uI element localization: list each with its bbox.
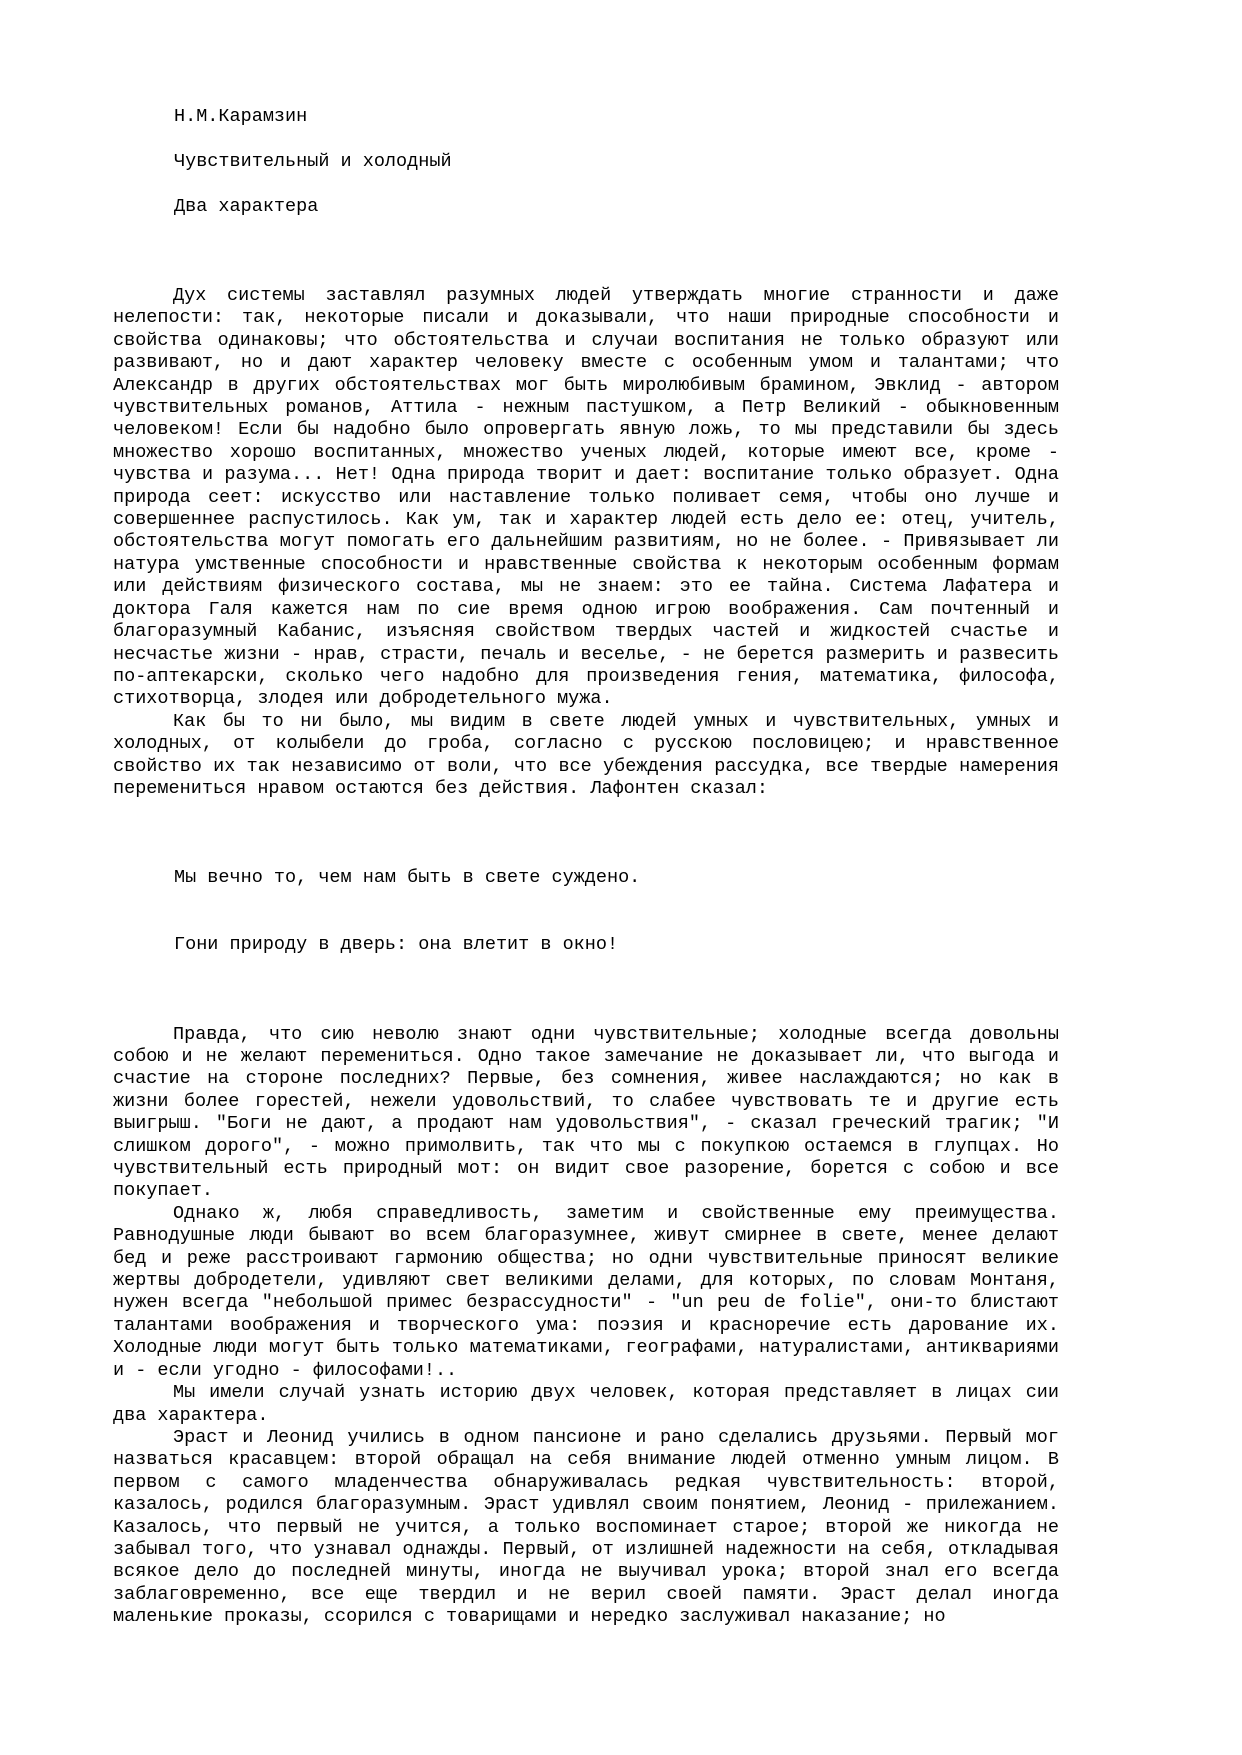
verse-line: Мы вечно то, чем нам быть в свете суждено. — [174, 867, 641, 889]
paragraph: Правда, что сию неволю знают одни чувствительные; холодные всегда довольны собою и не желают перемениться. Одно такое замечание не доказывает ли, что выгода и счастие на стороне последних? Первые, без сомнения, живее наслаждаются; но как в жизни более горестей, нежели удовольствий, то слабее чувствовать те и другие есть выигрыш. "Боги не дают, а продают нам удовольствия", - сказал греческий трагик; "И слишком дорого", - можно примолвить, так что мы с покупкою остаемся в глупцах. Но чувствительный есть природный мот: он видит свое разорение, борется с собою и все покупает. — [113, 1023, 1059, 1202]
verse-quote — [174, 822, 1059, 1001]
paragraph: Как бы то ни было, мы видим в свете людей умных и чувствительных, умных и холодных, от колыбели до гроба, согласно с русскою пословицею; и нравственное свойство их так независимо от воли, что все убеждения рассудка, все твердые намерения перемениться нравом остаются без действия. Лафонтен сказал: — [113, 710, 1059, 799]
paragraph: Однако ж, любя справедливость, заметим и свойственные ему преимущества. Равнодушные люди бывают во всем благоразумнее, живут смирнее в свете, менее делают бед и реже расстроивают гармонию общества; но одни чувствительные приносят великие жертвы добродетели, удивляют свет великими делами, для которых, по словам Монтаня, нужен всегда "небольшой примес безрассудности" - "un peu de folie", они-то блистают талантами воображения и творческого ума: поэзия и красноречие есть дарование их. Холодные люди могут быть только математиками, географами, натуралистами, антиквариями и - если угодно - философами!.. — [113, 1202, 1059, 1381]
document-body — [113, 285, 1059, 1629]
author-name: Н.М.Карамзин — [174, 106, 308, 127]
document-subtitle: Два характера — [174, 196, 319, 217]
paragraph: Мы имели случай узнать историю двух человек, которая представляет в лицах сии два характера. — [113, 1382, 1059, 1426]
document-title: Чувствительный и холодный — [174, 151, 452, 172]
paragraph: Дух системы заставлял разумных людей утверждать многие странности и даже нелепости: так, некоторые писали и доказывали, что наши природные способности и свойства одинаковы; что обстоятельства и случаи воспитания не только образуют или развивают, но и дают характер человеку вместе с особенным умом и талантами; что Александр в других обстоятельствах мог быть миролюбивым брамином, Эвклид - автором чувствительных романов, Аттила - нежным пастушком, а Петр Великий - обыкновенным человеком! Если бы надобно было опровергать явную ложь, то мы представили бы здесь множество хорошо воспитанных, множество ученых людей, которые имеют все, кроме - чувства и разума... Нет! Одна природа творит и дает: воспитание только образует. Одна природа сеет: искусство или наставление только поливает семя, чтобы оно лучше и совершеннее распустилось. Как ум, так и характер людей есть дело ее: отец, учитель, обстоятельства могут помогать его дальнейшим развитиям, но не более. - Привязывает ли натура умственные способности и нравственные свойства к некоторым особенным формам или действиям физического состава, мы не знаем: это ее тайна. Система Лафатера и доктора Галя кажется нам по сие время одною игрою воображения. Сам почтенный и благоразумный Кабанис, изъясняя свойством твердых частей и жидкостей счастье и несчастье жизни - нрав, страсти, печаль и веселье, - не берется размерить и развесить по-аптекарски, сколько чего надобно для произведения гения, математика, философа, стихотворца, злодея или добродетельного мужа. — [113, 285, 1059, 710]
verse-line: Гони природу в дверь: она влетит в окно! — [174, 934, 619, 956]
paragraph: Эраст и Леонид учились в одном пансионе и рано сделались друзьями. Первый мог назваться красавцем: второй обращал на себя внимание людей отменно умным лицом. В первом с самого младенчества обнаруживалась редкая чувствительность: второй, казалось, родился благоразумным. Эраст удивлял своим понятием, Леонид - прилежанием. Казалось, что первый не учится, а только воспоминает старое; второй же никогда не забывал того, что узнавал однажды. Первый, от излишней надежности на себя, откладывая всякое дело до последней минуты, иногда не выучивал урока; второй знал его всегда заблаговременно, все еще твердил и не верил своей памяти. Эраст делал иногда маленькие проказы, ссорился с товарищами и нередко заслуживал наказание; но — [113, 1426, 1059, 1628]
